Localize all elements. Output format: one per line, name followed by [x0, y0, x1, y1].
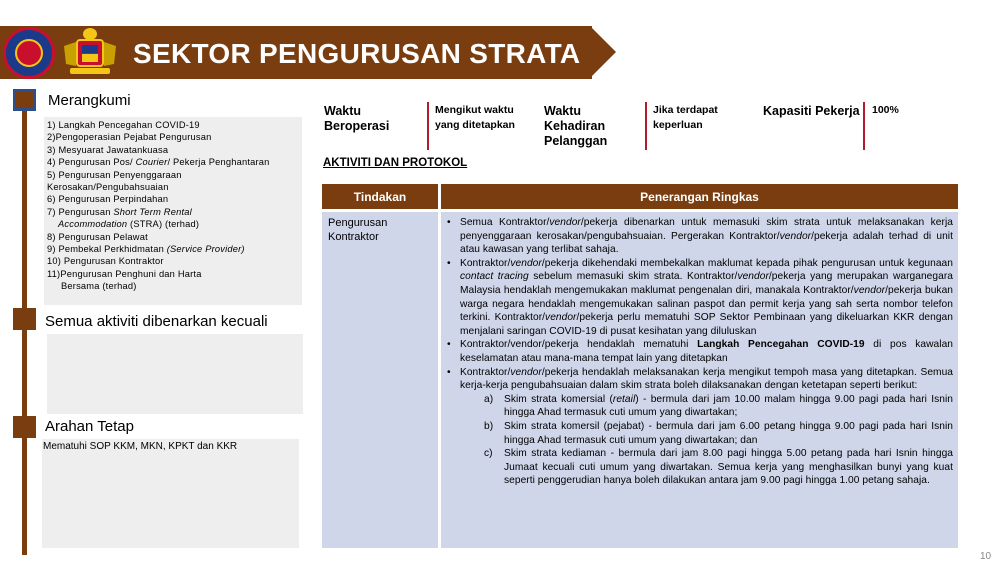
list-item: 9) Pembekal Perkhidmatan (Service Provider) — [47, 244, 245, 255]
arahan-title: Arahan Tetap — [45, 418, 134, 435]
divider — [863, 102, 865, 150]
arahan-box — [42, 439, 299, 548]
list-item: 10) Pengurusan Kontraktor — [47, 256, 164, 267]
arahan-text: Mematuhi SOP KKM, MKN, KPKT dan KKR — [43, 441, 238, 452]
list-item: 8) Pengurusan Pelawat — [47, 231, 148, 242]
list-item: 2)Pengoperasian Pejabat Pengurusan — [47, 132, 212, 143]
merangkumi-list — [47, 119, 302, 293]
page-number: 10 — [980, 551, 992, 562]
semua-marker — [13, 308, 36, 330]
table-cell-tindakan — [322, 212, 438, 548]
list-item: Accommodation (STRA) (terhad) — [58, 219, 200, 230]
list-item: Kerosakan/Pengubahsuaian — [47, 182, 169, 193]
merangkumi-title: Merangkumi — [48, 92, 131, 109]
semua-box — [47, 334, 303, 414]
sub-item: b) Skim strata komersil (pejabat) - bermula dari jam 6.00 petang hingga 9.00 pagi pada hari Isnin hingga Ahad termasuk cuti umum yang diwartakan; dan — [484, 420, 953, 446]
ministry-logo-emblem — [15, 39, 43, 67]
semua-title: Semua aktiviti dibenarkan kecuali — [45, 313, 268, 330]
label-line: Beroperasi — [324, 119, 390, 133]
kapasiti-value: 100% — [872, 104, 899, 116]
page-title: SEKTOR PENGURUSAN STRATA — [133, 38, 581, 69]
waktu-operasi-value — [435, 103, 515, 133]
value-line: yang ditetapkan — [435, 119, 515, 131]
list-item: 11)Pengurusan Penghuni dan Harta — [47, 268, 202, 279]
list-item: 3) Mesyuarat Jawatankuasa — [47, 144, 169, 155]
value-line: Jika terdapat — [653, 104, 718, 116]
coat-of-arms-logo — [60, 26, 120, 78]
ministry-logo — [3, 27, 55, 79]
list-item: 4) Pengurusan Pos/ Courier/ Pekerja Penghantaran — [47, 157, 270, 168]
divider — [645, 102, 647, 150]
list-item: 1) Langkah Pencegahan COVID-19 — [47, 120, 200, 130]
aktiviti-heading: AKTIVITI DAN PROTOKOL — [323, 157, 468, 169]
row-label-line: Pengurusan — [328, 217, 388, 229]
row-label-line: Kontraktor — [328, 231, 379, 243]
sub-item: c) Skim strata kediaman - bermula dari jam 8.00 pagi hingga 5.00 petang pada hari Isnin hingga Jumaat kecuali cuti umum yang diwartakan. Semua kerja yang menghasilkan bunyi yang kuat seperti penggerudian hanya boleh dilakukan antara jam 9.00 pagi hingga 1.00 petang sahaja. — [484, 448, 953, 487]
value-line: keperluan — [653, 119, 703, 131]
merangkumi-marker — [13, 89, 36, 111]
list-item: Bersama (terhad) — [61, 281, 137, 292]
waktu-operasi-label — [324, 104, 389, 134]
sub-item: a) Skim strata komersial (retail) - bermula dari jam 10.00 malam hingga 9.00 pagi pada hari Isnin hingga Ahad termasuk cuti umum yang diwartakan; — [484, 393, 953, 419]
table-header-penerangan: Penerangan Ringkas — [441, 184, 958, 209]
list-item: 6) Pengurusan Perpindahan — [47, 194, 169, 205]
value-line: Mengikut waktu — [435, 104, 514, 116]
bullet-item: • Kontraktor/vendor/pekerja dikehendaki membekalkan maklumat kepada pihak pengurusan untuk kegunaan contact tracing sebelum memasuki skim strata. Kontraktor/vendor/pekerja yang merupakan warganegara Malaysia hendaklah mengemukakan maklumat pengenalan diri, manakala Kontraktor/vendor/pekerja bukan warga negara hendaklah mengemukakan salinan paspot dan permit kerja yang sah serta nombor telefon terkini. Kontraktor/vendor/pekerja perlu mematuhi SOP Sektor Pembinaan yang dikeluarkan KKR dengan menjalani saringan COVID-19 di pusat kesihatan yang diluluskan — [446, 257, 953, 339]
header-banner-arrow — [590, 26, 616, 78]
divider — [427, 102, 429, 150]
description-content — [446, 216, 953, 488]
label-line: Waktu — [544, 104, 582, 118]
table-header-tindakan: Tindakan — [322, 184, 438, 209]
list-item: 5) Pengurusan Penyenggaraan — [47, 169, 182, 180]
bullet-item: • Kontraktor/vendor/pekerja hendaklah melaksanakan kerja mengikut tempoh masa yang ditetapkan. Semua kerja-kerja pengubahsuaian dalam skim strata boleh dilaksanakan dengan ketetapan seperti berikut: — [446, 366, 953, 393]
label-line: Kehadiran — [544, 119, 606, 133]
kehadiran-label — [544, 104, 607, 149]
kehadiran-value — [653, 103, 718, 133]
kapasiti-label: Kapasiti Pekerja — [763, 104, 860, 118]
list-item: 7) Pengurusan Short Term Rental — [47, 206, 192, 217]
bullet-item: • Semua Kontraktor/vendor/pekerja dibenarkan untuk memasuki skim strata untuk melaksanakan kerja penyenggaraan kerosakan/pengubahsuaian. Pergerakan Kontraktor/vendor/pekerja adalah terhad di unit atau kawasan yang terlibat sahaja. — [446, 216, 953, 257]
arahan-marker — [13, 416, 36, 438]
label-line: Pelanggan — [544, 134, 608, 148]
label-line: Waktu — [324, 104, 362, 118]
row-label — [328, 216, 387, 244]
bullet-item: • Kontraktor/vendor/pekerja hendaklah mematuhi Langkah Pencegahan COVID-19 di pos kawalan keselamatan atau mana-mana tempat lain yang ditetapkan — [446, 338, 953, 365]
